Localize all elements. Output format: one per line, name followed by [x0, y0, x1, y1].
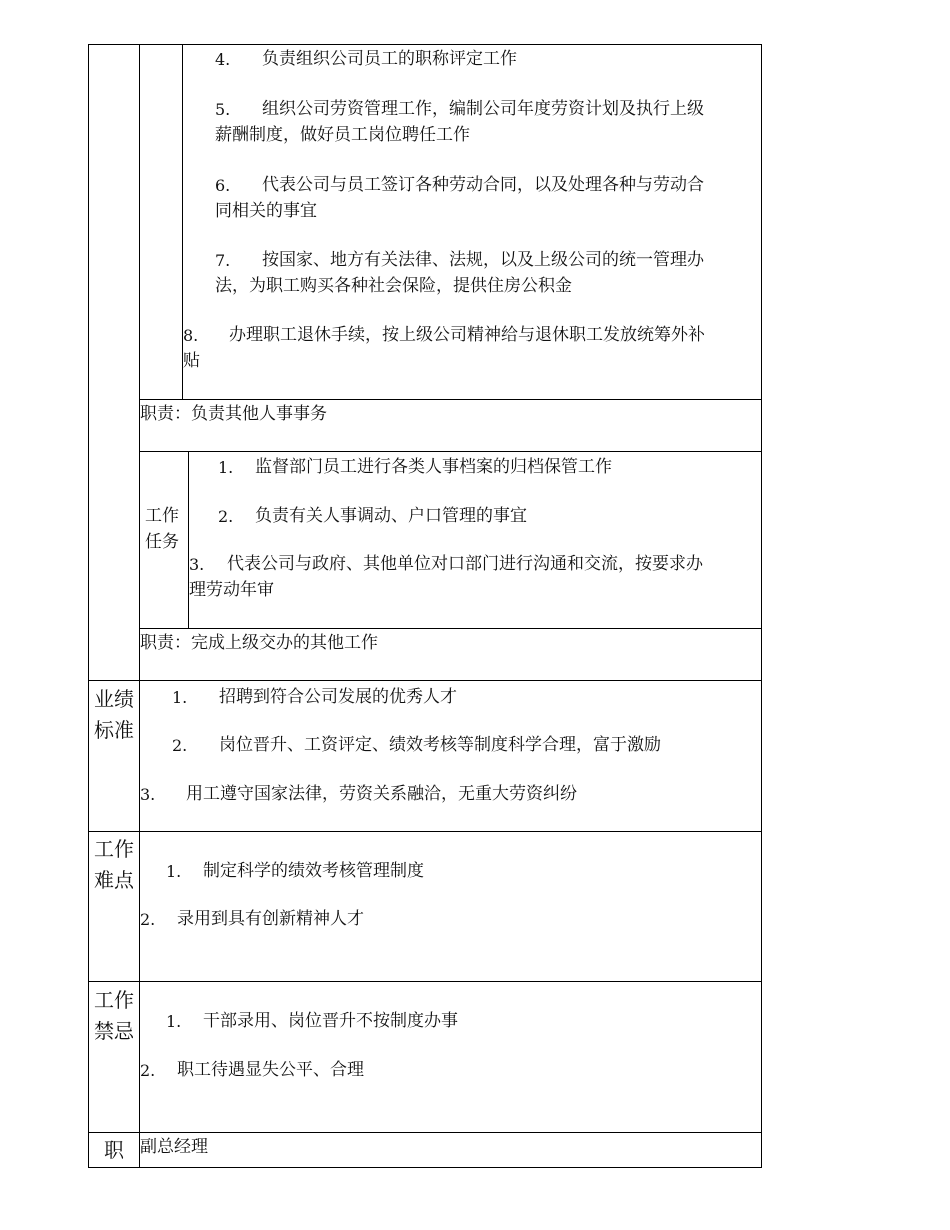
task-number: 4. — [215, 50, 231, 69]
item-number: 2. — [140, 1061, 156, 1080]
row-divider — [139, 628, 762, 629]
row-divider — [88, 981, 762, 982]
label-column-divider — [139, 44, 140, 1168]
item-text: 职工待遇显失公平、合理 — [177, 1060, 364, 1080]
item-number: 2. — [172, 736, 188, 755]
item-number: 1. — [166, 1012, 182, 1031]
item-number: 3. — [140, 785, 156, 804]
task-text: 组织公司劳资管理工作，编制公司年度劳资计划及执行上级 — [262, 99, 704, 119]
position-label: 职 — [104, 1138, 124, 1162]
task-text: 按国家、地方有关法律、法规，以及上级公司的统一管理办 — [262, 250, 704, 270]
task-text: 贴 — [183, 351, 200, 371]
position-value: 副总经理 — [140, 1137, 208, 1157]
item-number: 1. — [172, 688, 188, 707]
task-text: 代表公司与员工签订各种劳动合同，以及处理各种与劳动合 — [262, 175, 704, 195]
task-number: 3. — [189, 555, 205, 574]
task-text: 法，为职工购买各种社会保险，提供住房公积金 — [215, 276, 572, 296]
row-divider — [88, 1132, 762, 1133]
task-text: 负责组织公司员工的职称评定工作 — [262, 49, 517, 69]
work-taboo-label: 工作禁忌 — [94, 988, 134, 1043]
task-text: 负责有关人事调动、户口管理的事宜 — [255, 506, 527, 526]
duty-statement: 职责：完成上级交办的其他工作 — [140, 633, 378, 653]
task-text: 办理职工退休手续，按上级公司精神给与退休职工发放统筹外补 — [229, 325, 705, 345]
task-number: 5. — [215, 100, 231, 119]
row-divider — [139, 451, 762, 452]
task-number: 2. — [218, 507, 234, 526]
task-number: 1. — [218, 458, 234, 477]
work-task-label: 工作任务 — [145, 506, 179, 552]
item-text: 制定科学的绩效考核管理制度 — [203, 861, 424, 881]
item-text: 岗位晋升、工资评定、绩效考核等制度科学合理，富于激励 — [219, 735, 661, 755]
performance-standard-label: 业绩标准 — [94, 687, 134, 742]
task-text: 代表公司与政府、其他单位对口部门进行沟通和交流，按要求办 — [227, 554, 703, 574]
task-number: 7. — [215, 251, 231, 270]
item-number: 2. — [140, 910, 156, 929]
row-divider — [139, 399, 762, 400]
task-number: 8. — [183, 326, 199, 345]
row-divider — [88, 831, 762, 832]
item-text: 招聘到符合公司发展的优秀人才 — [219, 687, 457, 707]
task-text: 同相关的事宜 — [215, 201, 317, 221]
item-number: 1. — [166, 862, 182, 881]
table-outer-border — [88, 44, 762, 1168]
task-text: 监督部门员工进行各类人事档案的归档保管工作 — [255, 457, 612, 477]
task-number: 6. — [215, 176, 231, 195]
task-text: 理劳动年审 — [189, 580, 274, 600]
task-text: 薪酬制度，做好员工岗位聘任工作 — [215, 125, 470, 145]
duty-statement: 职责：负责其他人事事务 — [140, 404, 327, 424]
item-text: 用工遵守国家法律，劳资关系融洽，无重大劳资纠纷 — [186, 784, 577, 804]
row-divider — [88, 680, 762, 681]
item-text: 录用到具有创新精神人才 — [177, 909, 364, 929]
item-text: 干部录用、岗位晋升不按制度办事 — [203, 1011, 458, 1031]
work-difficulty-label: 工作难点 — [94, 837, 134, 892]
